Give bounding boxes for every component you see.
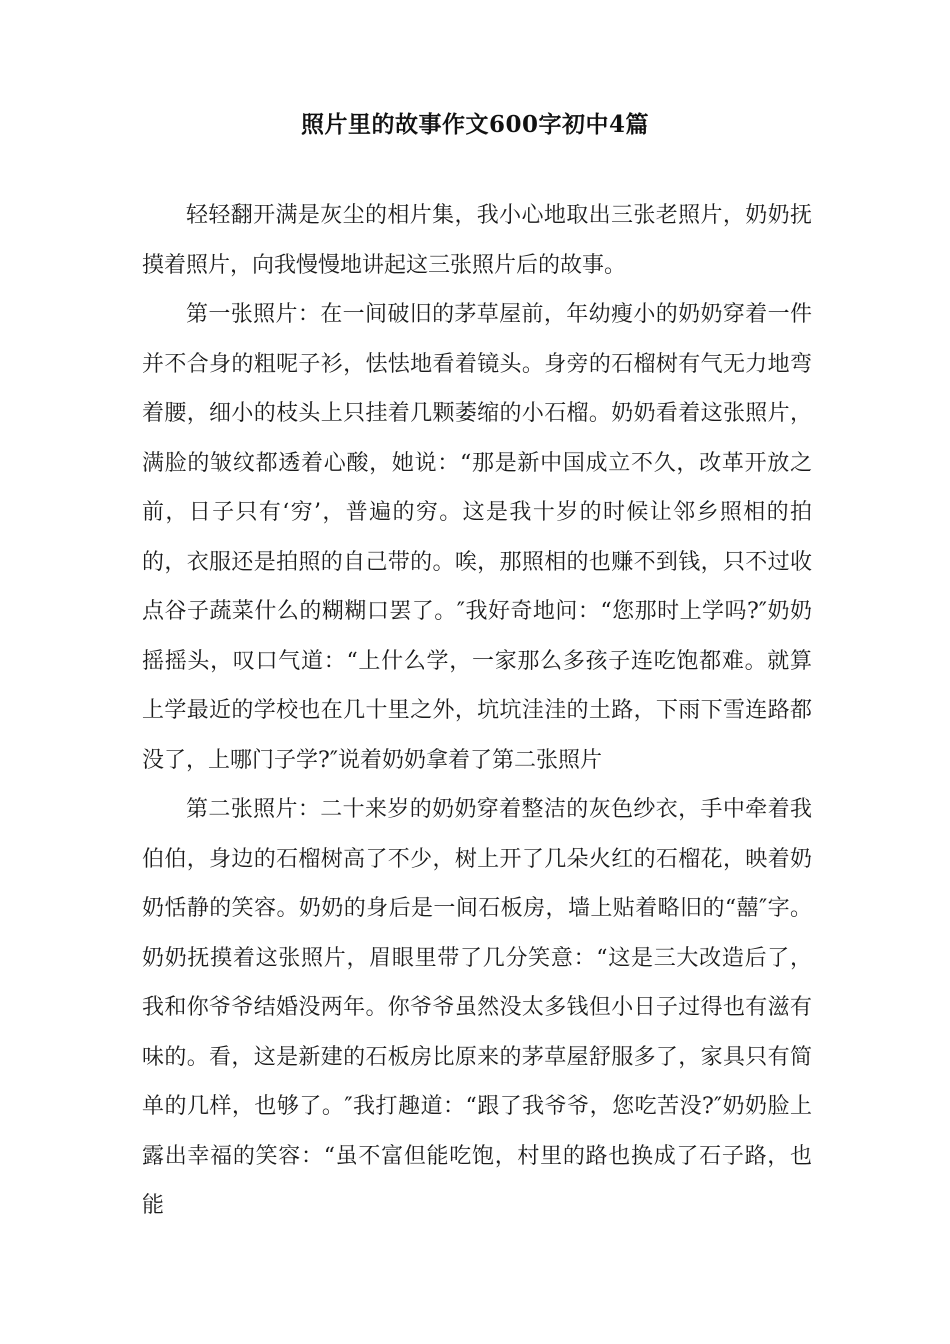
document-title: 照片里的故事作文600字初中4篇 [300, 111, 649, 138]
paragraph-intro: 轻轻翻开满是灰尘的相片集，我小心地取出三张老照片，奶奶抚摸着照片，向我慢慢地讲起这三张照片后的故事。 [142, 203, 812, 278]
paragraph-first-photo: 第一张照片：在一间破旧的茅草屋前，年幼瘦小的奶奶穿着一件并不合身的粗呢子衫，怯怯地看着镜头。身旁的石榴树有气无力地弯着腰，细小的枝头上只挂着几颗萎缩的小石榴。奶奶看着这张照片，满脸的皱纹都透着心酸，她说：“那是新中国成立不久，改革开放之前，日子只有‘穷’，普遍的穷。这是我十岁的时候让邻乡照相的拍的，衣服还是拍照的自己带的。唉，那照相的也赚不到钱，只不过收点谷子蔬菜什么的糊糊口罢了。″我好奇地问：“您那时上学吗?″奶奶摇摇头，叹口气道：“上什么学，一家那么多孩子连吃饱都难。就算上学最近的学校也在几十里之外，坑坑洼洼的土路，下雨下雪连路都没了，上哪门子学?″说着奶奶拿着了第二张照片 [142, 302, 812, 773]
document-body [142, 191, 812, 1231]
paragraph-second-photo: 第二张照片：二十来岁的奶奶穿着整洁的灰色纱衣，手中牵着我伯伯，身边的石榴树高了不少，树上开了几朵火红的石榴花，映着奶奶恬静的笑容。奶奶的身后是一间石板房，墙上贴着略旧的“囍″字。奶奶抚摸着这张照片，眉眼里带了几分笑意：“这是三大改造后了，我和你爷爷结婚没两年。你爷爷虽然没太多钱但小日子过得也有滋有味的。看，这是新建的石板房比原来的茅草屋舒服多了，家具只有简单的几样，也够了。″我打趣道：“跟了我爷爷，您吃苦没?″奶奶脸上露出幸福的笑容：“虽不富但能吃饱，村里的路也换成了石子路，也能 [142, 797, 812, 1218]
